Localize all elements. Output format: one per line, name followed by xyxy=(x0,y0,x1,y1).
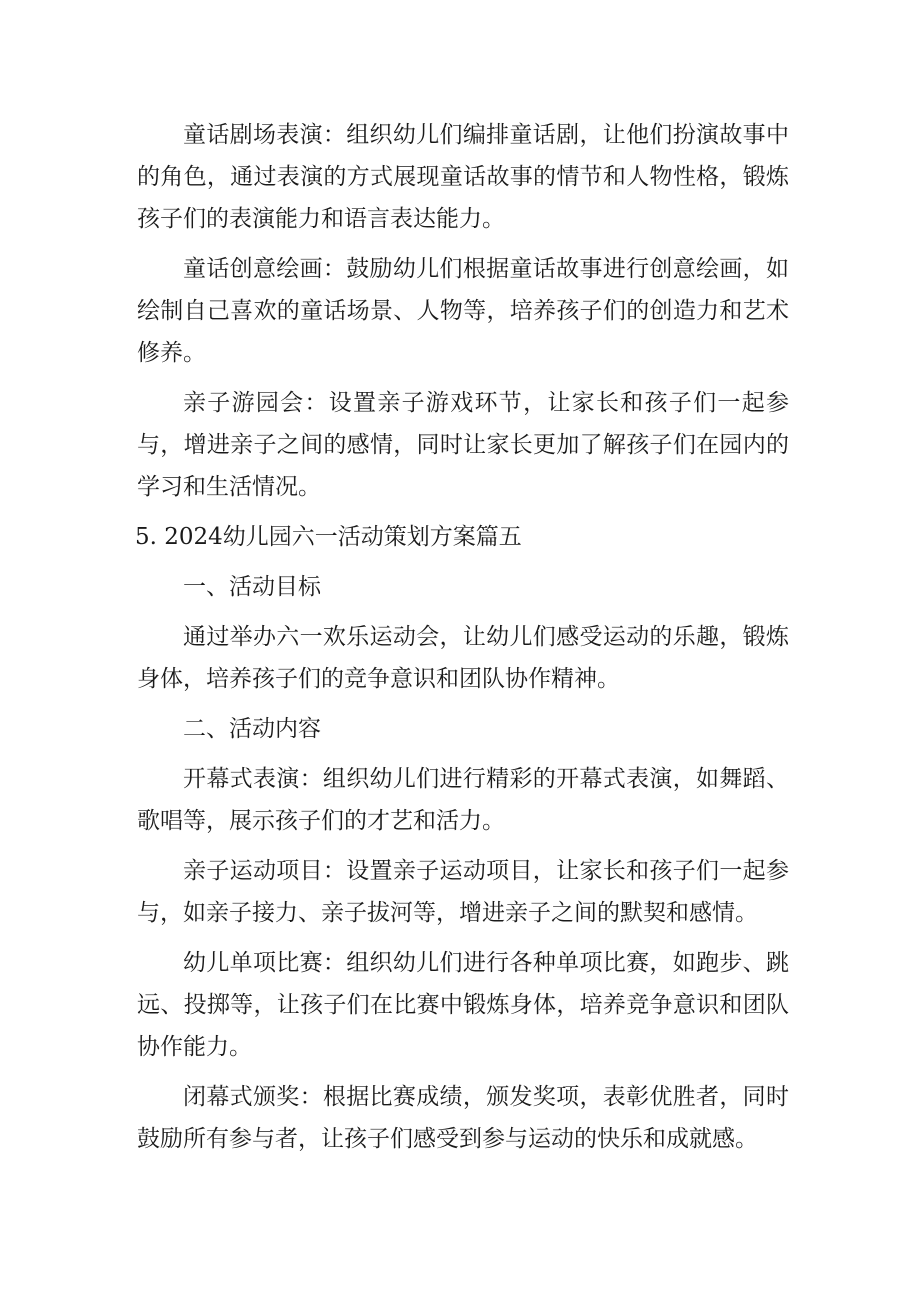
content-heading: 二、活动内容 xyxy=(183,716,321,742)
document-body xyxy=(137,114,789,1160)
goal-heading: 一、活动目标 xyxy=(183,574,321,600)
section-heading: 5. 2024幼儿园六一活动策划方案篇五 xyxy=(135,524,522,550)
paragraph-closing-ceremony: 闭幕式颁奖：根据比赛成绩，颁发奖项，表彰优胜者，同时鼓励所有参与者，让孩子们感受到参与运动的快乐和成就感。 xyxy=(137,1084,789,1152)
paragraph-parent-child-fair: 亲子游园会：设置亲子游戏环节，让家长和孩子们一起参与，增进亲子之间的感情，同时让家长更加了解孩子们在园内的学习和生活情况。 xyxy=(137,390,789,500)
paragraph-fairy-tale-theater: 童话剧场表演：组织幼儿们编排童话剧，让他们扮演故事中的角色，通过表演的方式展现童话故事的情节和人物性格，锻炼孩子们的表演能力和语言表达能力。 xyxy=(137,122,789,232)
paragraph-fairy-tale-painting: 童话创意绘画：鼓励幼儿们根据童话故事进行创意绘画，如绘制自己喜欢的童话场景、人物等，培养孩子们的创造力和艺术修养。 xyxy=(137,256,789,366)
paragraph-opening-show: 开幕式表演：组织幼儿们进行精彩的开幕式表演，如舞蹈、歌唱等，展示孩子们的才艺和活力。 xyxy=(137,766,789,834)
paragraph-individual-events: 幼儿单项比赛：组织幼儿们进行各种单项比赛，如跑步、跳远、投掷等，让孩子们在比赛中锻炼身体，培养竞争意识和团队协作能力。 xyxy=(137,950,789,1060)
goal-paragraph: 通过举办六一欢乐运动会，让幼儿们感受运动的乐趣，锻炼身体，培养孩子们的竞争意识和团队协作精神。 xyxy=(137,624,789,692)
paragraph-parent-child-sports: 亲子运动项目：设置亲子运动项目，让家长和孩子们一起参与，如亲子接力、亲子拔河等，增进亲子之间的默契和感情。 xyxy=(137,858,789,926)
